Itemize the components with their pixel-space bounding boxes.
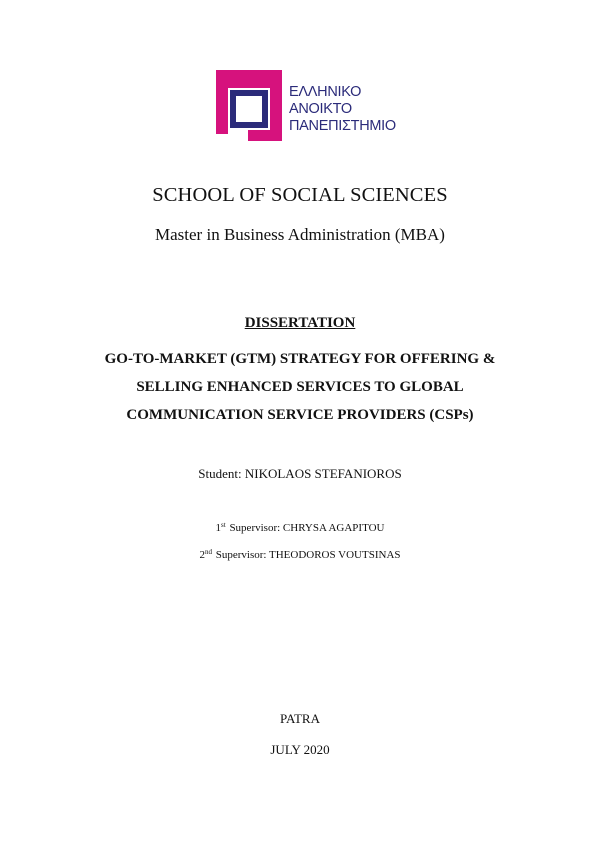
first-supervisor (0, 521, 600, 534)
first-supervisor-ordinal-num: 1 (215, 522, 222, 534)
date: JULY 2020 (270, 742, 330, 757)
logo-line-2: ΑΝΟΙΚΤΟ (289, 101, 352, 117)
school-name: SCHOOL OF SOCIAL SCIENCES (152, 184, 448, 206)
second-supervisor-ordinal-suffix: nd (204, 548, 212, 556)
dissertation-title (0, 345, 600, 429)
logo-line-3: ΠΑΝΕΠΙΣΤΗΜΙΟ (289, 118, 396, 134)
dissertation-label: DISSERTATION (244, 315, 356, 331)
first-supervisor-ordinal-suffix: st (221, 521, 226, 529)
second-supervisor-text: Supervisor: THEODOROS VOUTSINAS (212, 549, 401, 561)
title-line-2: SELLING ENHANCED SERVICES TO GLOBAL (136, 379, 464, 395)
title-line-3: COMMUNICATION SERVICE PROVIDERS (CSPs) (126, 407, 474, 423)
student-name: Student: NIKOLAOS STEFANIOROS (198, 466, 402, 481)
city: PATRA (280, 711, 320, 726)
first-supervisor-text: Supervisor: CHRYSA AGAPITOU (226, 522, 385, 534)
logo-wordmark (289, 84, 396, 135)
logo-line-1: ΕΛΛΗΝΙΚΟ (289, 84, 362, 100)
second-supervisor (0, 548, 600, 561)
university-logo (216, 70, 406, 145)
second-supervisor-ordinal-num: 2 (199, 549, 205, 561)
program-name: Master in Business Administration (MBA) (155, 225, 445, 244)
title-line-1: GO-TO-MARKET (GTM) STRATEGY FOR OFFERING & (104, 351, 496, 367)
